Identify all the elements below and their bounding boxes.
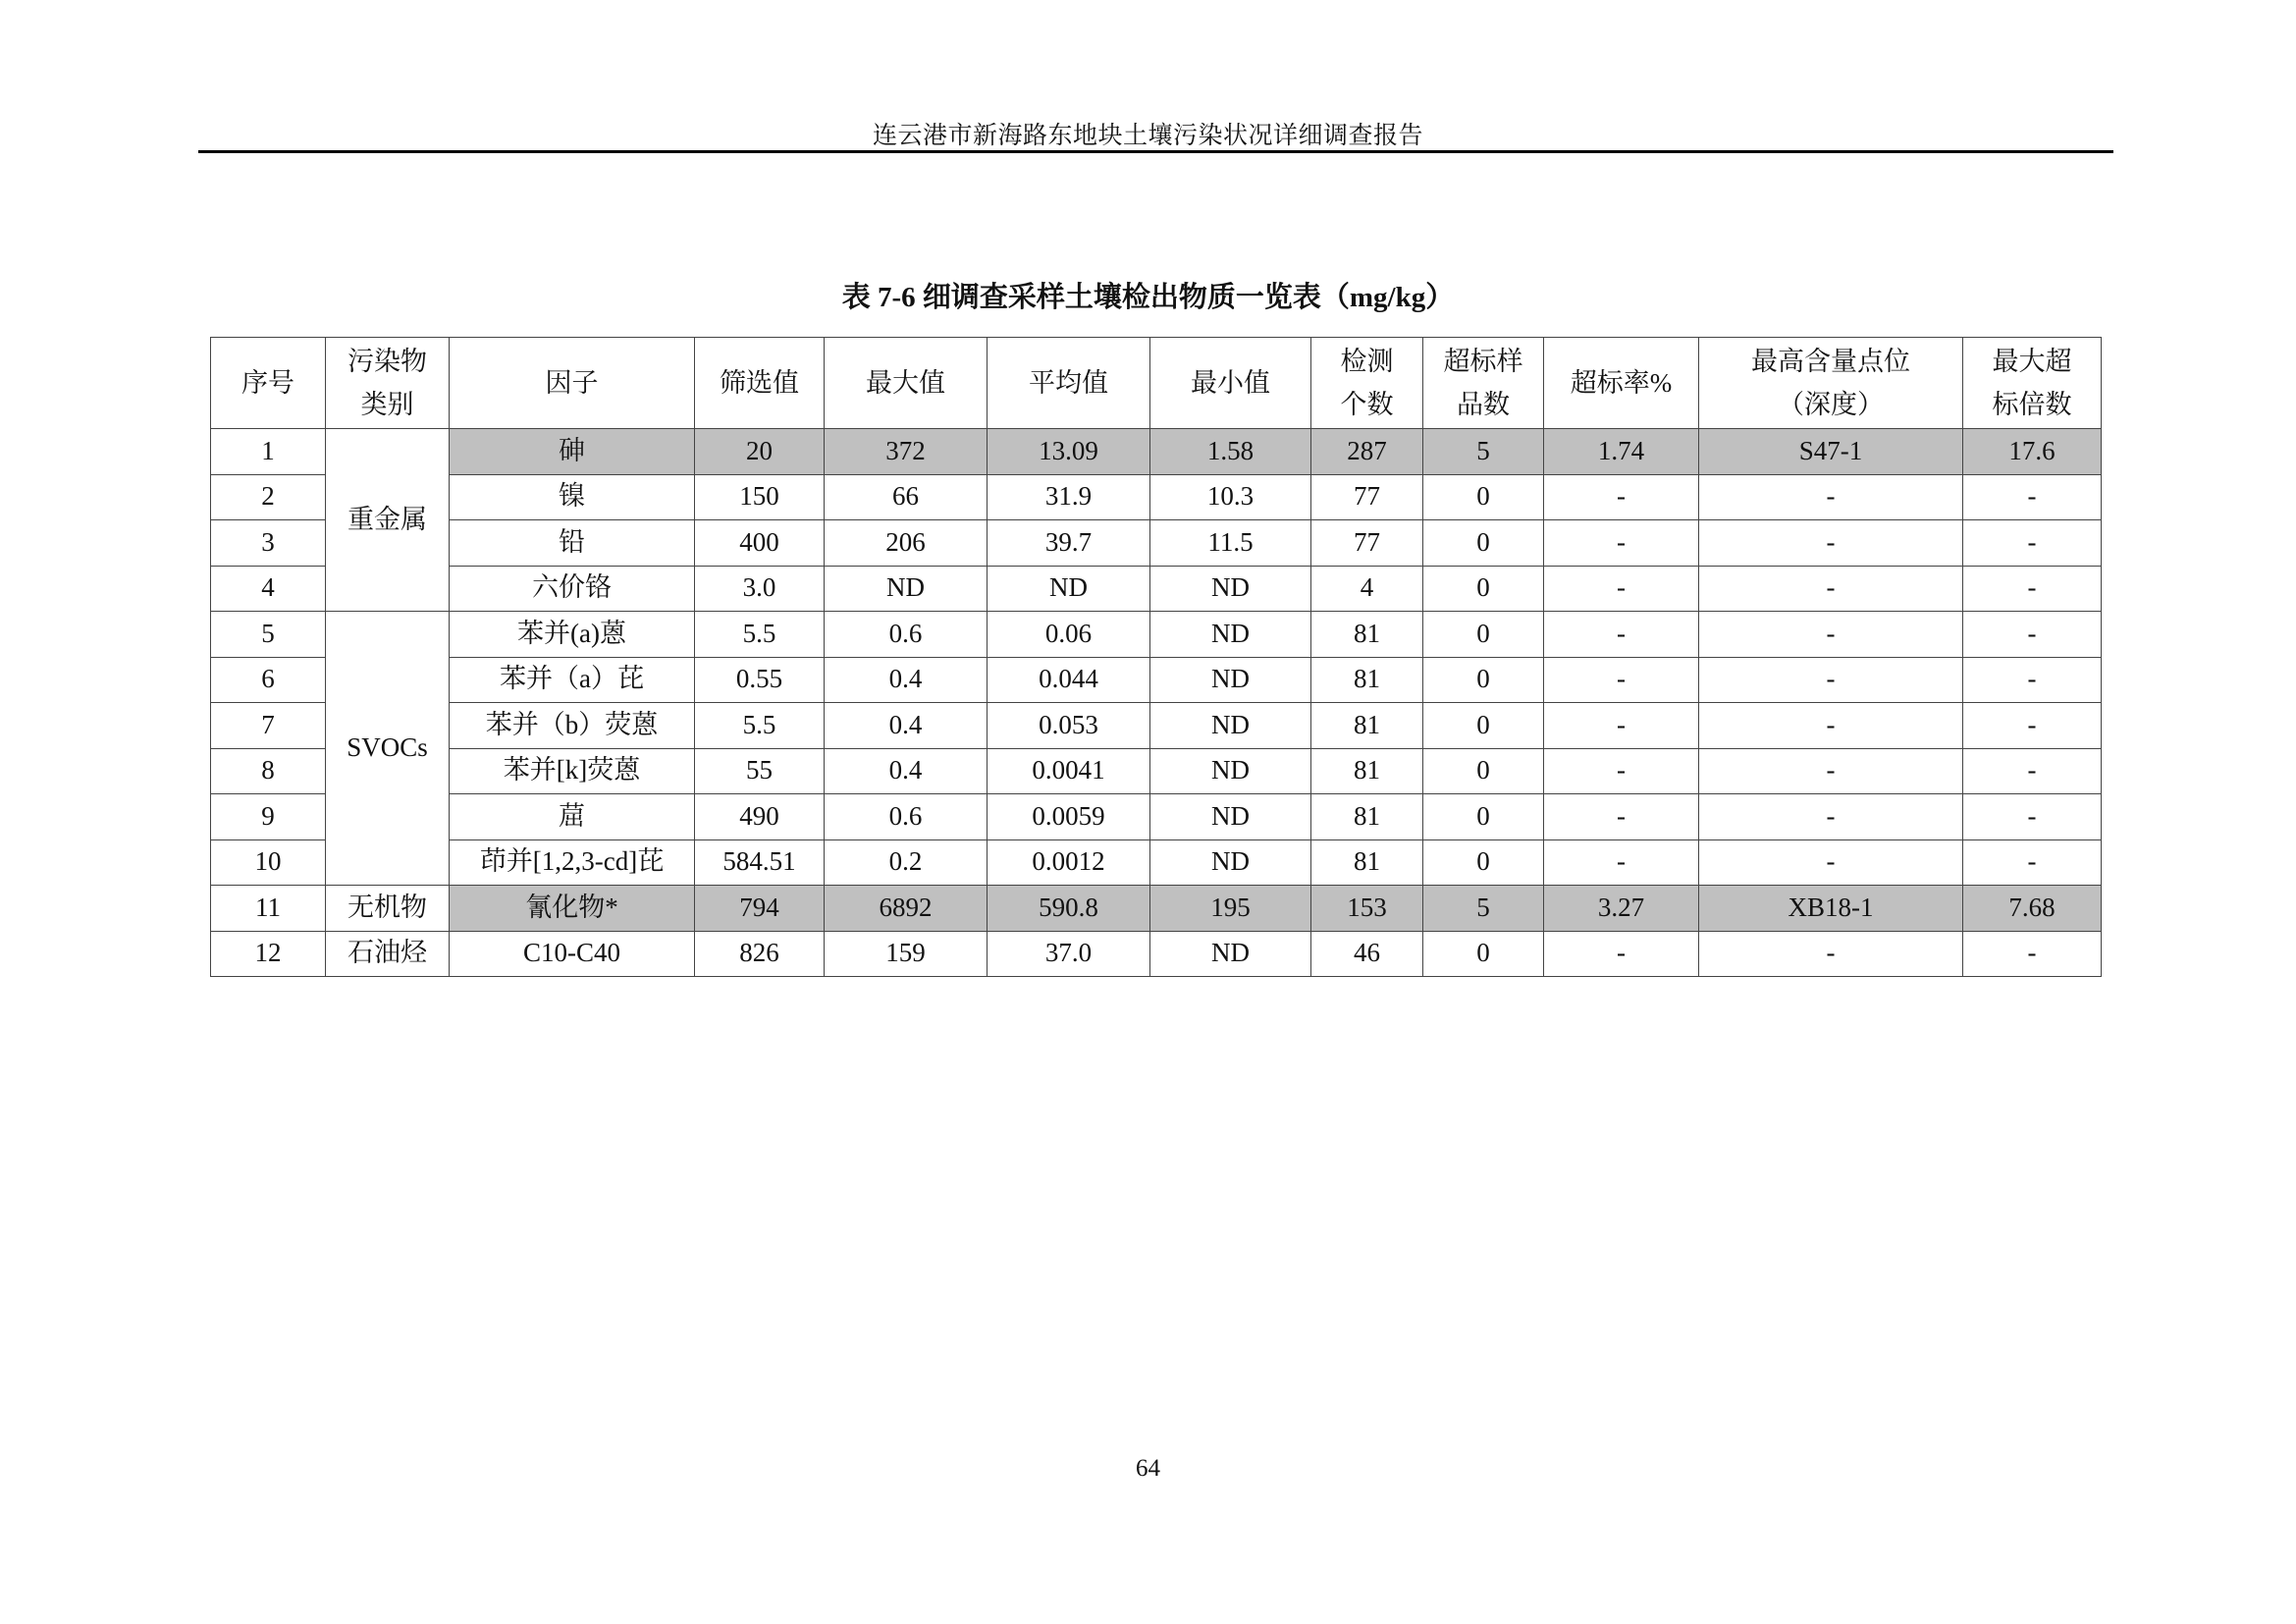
cell-screening: 584.51	[695, 839, 825, 886]
cell-min: ND	[1150, 657, 1311, 703]
cell-screening: 5.5	[695, 612, 825, 658]
cell-count: 287	[1311, 429, 1423, 475]
cell-max-multiple: -	[1963, 748, 2102, 794]
cell-max: 372	[825, 429, 988, 475]
cell-exceed-rate: -	[1544, 612, 1699, 658]
cell-count: 81	[1311, 748, 1423, 794]
cell-min: ND	[1150, 703, 1311, 749]
cell-index: 9	[211, 794, 326, 840]
cell-screening: 794	[695, 886, 825, 932]
cell-max-point: -	[1699, 474, 1963, 520]
table-header-row	[211, 338, 2102, 429]
cell-mean: 0.053	[988, 703, 1150, 749]
cell-screening: 400	[695, 520, 825, 567]
cell-exceed-rate: -	[1544, 703, 1699, 749]
cell-mean: 37.0	[988, 931, 1150, 977]
cell-exceed-rate: -	[1544, 474, 1699, 520]
cell-factor: 苯并[k]荧蒽	[450, 748, 695, 794]
cell-mean: 0.0041	[988, 748, 1150, 794]
cell-exceed-count: 0	[1423, 474, 1544, 520]
page-number: 64	[1136, 1455, 1160, 1482]
cell-max-multiple: -	[1963, 520, 2102, 567]
column-header-factor: 因子	[450, 338, 695, 429]
cell-factor: 苯并（a）芘	[450, 657, 695, 703]
cell-exceed-count: 0	[1423, 931, 1544, 977]
column-header-index: 序号	[211, 338, 326, 429]
column-header-mean: 平均值	[988, 338, 1150, 429]
cell-exceed-count: 5	[1423, 886, 1544, 932]
cell-index: 4	[211, 566, 326, 612]
cell-max: 66	[825, 474, 988, 520]
cell-max: ND	[825, 566, 988, 612]
cell-index: 3	[211, 520, 326, 567]
column-header-max-multiple: 最大超 标倍数	[1963, 338, 2102, 429]
cell-min: ND	[1150, 612, 1311, 658]
cell-max: 159	[825, 931, 988, 977]
cell-max-multiple: -	[1963, 703, 2102, 749]
cell-screening: 5.5	[695, 703, 825, 749]
cell-mean: 590.8	[988, 886, 1150, 932]
cell-factor: 䓛	[450, 794, 695, 840]
cell-max-point: -	[1699, 612, 1963, 658]
cell-count: 81	[1311, 657, 1423, 703]
cell-exceed-rate: 3.27	[1544, 886, 1699, 932]
cell-mean: 31.9	[988, 474, 1150, 520]
cell-max: 0.2	[825, 839, 988, 886]
cell-count: 4	[1311, 566, 1423, 612]
cell-count: 81	[1311, 703, 1423, 749]
cell-index: 2	[211, 474, 326, 520]
cell-min: 195	[1150, 886, 1311, 932]
cell-exceed-count: 0	[1423, 839, 1544, 886]
cell-exceed-rate: -	[1544, 657, 1699, 703]
cell-index: 12	[211, 931, 326, 977]
cell-exceed-count: 0	[1423, 612, 1544, 658]
table-row	[211, 931, 2102, 977]
cell-max-multiple: -	[1963, 839, 2102, 886]
table-row	[211, 520, 2102, 567]
table-row	[211, 839, 2102, 886]
cell-exceed-rate: -	[1544, 520, 1699, 567]
cell-max: 0.4	[825, 748, 988, 794]
column-header-count: 检测 个数	[1311, 338, 1423, 429]
cell-factor: 苯并（b）荧蒽	[450, 703, 695, 749]
column-header-exceed-count: 超标样 品数	[1423, 338, 1544, 429]
cell-screening: 55	[695, 748, 825, 794]
cell-count: 81	[1311, 612, 1423, 658]
cell-max: 0.6	[825, 612, 988, 658]
table-row	[211, 886, 2102, 932]
cell-count: 81	[1311, 794, 1423, 840]
cell-factor: C10-C40	[450, 931, 695, 977]
cell-screening: 490	[695, 794, 825, 840]
cell-max-point: -	[1699, 566, 1963, 612]
cell-index: 10	[211, 839, 326, 886]
cell-max-point: -	[1699, 794, 1963, 840]
cell-exceed-count: 0	[1423, 794, 1544, 840]
cell-max-point: -	[1699, 931, 1963, 977]
cell-mean: 0.0059	[988, 794, 1150, 840]
cell-factor: 茚并[1,2,3-cd]芘	[450, 839, 695, 886]
cell-max-point: -	[1699, 657, 1963, 703]
table-row	[211, 474, 2102, 520]
cell-exceed-count: 5	[1423, 429, 1544, 475]
cell-max: 6892	[825, 886, 988, 932]
cell-exceed-rate: -	[1544, 839, 1699, 886]
cell-min: ND	[1150, 931, 1311, 977]
header-title: 连云港市新海路东地块土壤污染状况详细调查报告	[872, 123, 1423, 149]
column-header-min: 最小值	[1150, 338, 1311, 429]
cell-max-point: -	[1699, 748, 1963, 794]
cell-mean: 0.06	[988, 612, 1150, 658]
cell-min: ND	[1150, 566, 1311, 612]
cell-max: 0.4	[825, 657, 988, 703]
cell-screening: 3.0	[695, 566, 825, 612]
cell-max-point: S47-1	[1699, 429, 1963, 475]
cell-category: 无机物	[326, 886, 450, 932]
cell-exceed-rate: -	[1544, 566, 1699, 612]
cell-index: 7	[211, 703, 326, 749]
cell-exceed-rate: -	[1544, 931, 1699, 977]
cell-mean: 0.0012	[988, 839, 1150, 886]
cell-max: 0.4	[825, 703, 988, 749]
cell-factor: 六价铬	[450, 566, 695, 612]
cell-min: 10.3	[1150, 474, 1311, 520]
cell-count: 46	[1311, 931, 1423, 977]
cell-max-multiple: 17.6	[1963, 429, 2102, 475]
cell-exceed-count: 0	[1423, 566, 1544, 612]
cell-index: 11	[211, 886, 326, 932]
cell-mean: ND	[988, 566, 1150, 612]
cell-category: 石油烃	[326, 931, 450, 977]
cell-exceed-count: 0	[1423, 748, 1544, 794]
cell-max-point: -	[1699, 520, 1963, 567]
cell-screening: 150	[695, 474, 825, 520]
table-row	[211, 794, 2102, 840]
cell-mean: 39.7	[988, 520, 1150, 567]
cell-factor: 氰化物*	[450, 886, 695, 932]
cell-screening: 826	[695, 931, 825, 977]
cell-category-svocs: SVOCs	[326, 612, 450, 886]
cell-screening: 0.55	[695, 657, 825, 703]
cell-count: 81	[1311, 839, 1423, 886]
detected-substances-table	[210, 337, 2102, 977]
cell-max-multiple: -	[1963, 794, 2102, 840]
table-row	[211, 748, 2102, 794]
cell-max-point: -	[1699, 839, 1963, 886]
table-row	[211, 429, 2102, 475]
cell-factor: 苯并(a)蒽	[450, 612, 695, 658]
cell-factor: 铅	[450, 520, 695, 567]
column-header-category: 污染物 类别	[326, 338, 450, 429]
cell-count: 153	[1311, 886, 1423, 932]
table-caption: 表 7-6 细调查采样土壤检出物质一览表（mg/kg）	[841, 282, 1455, 313]
cell-max-point: -	[1699, 703, 1963, 749]
table-row	[211, 703, 2102, 749]
cell-max-multiple: -	[1963, 657, 2102, 703]
table-row	[211, 612, 2102, 658]
cell-factor: 砷	[450, 429, 695, 475]
cell-factor: 镍	[450, 474, 695, 520]
cell-screening: 20	[695, 429, 825, 475]
cell-max-point: XB18-1	[1699, 886, 1963, 932]
column-header-max: 最大值	[825, 338, 988, 429]
cell-exceed-count: 0	[1423, 657, 1544, 703]
cell-exceed-rate: 1.74	[1544, 429, 1699, 475]
cell-exceed-count: 0	[1423, 520, 1544, 567]
cell-min: 1.58	[1150, 429, 1311, 475]
cell-index: 5	[211, 612, 326, 658]
cell-max-multiple: -	[1963, 566, 2102, 612]
cell-min: 11.5	[1150, 520, 1311, 567]
cell-min: ND	[1150, 839, 1311, 886]
table-row	[211, 566, 2102, 612]
cell-exceed-rate: -	[1544, 748, 1699, 794]
column-header-exceed-rate: 超标率%	[1544, 338, 1699, 429]
cell-max-multiple: -	[1963, 931, 2102, 977]
cell-max-multiple: -	[1963, 612, 2102, 658]
table-row	[211, 657, 2102, 703]
cell-index: 1	[211, 429, 326, 475]
cell-max-multiple: -	[1963, 474, 2102, 520]
cell-mean: 13.09	[988, 429, 1150, 475]
cell-index: 6	[211, 657, 326, 703]
column-header-screening: 筛选值	[695, 338, 825, 429]
cell-max: 206	[825, 520, 988, 567]
cell-min: ND	[1150, 748, 1311, 794]
cell-mean: 0.044	[988, 657, 1150, 703]
cell-max-multiple: 7.68	[1963, 886, 2102, 932]
cell-exceed-rate: -	[1544, 794, 1699, 840]
cell-category-heavy-metal: 重金属	[326, 429, 450, 612]
cell-count: 77	[1311, 520, 1423, 567]
cell-max: 0.6	[825, 794, 988, 840]
cell-count: 77	[1311, 474, 1423, 520]
cell-exceed-count: 0	[1423, 703, 1544, 749]
column-header-max-point: 最高含量点位 （深度）	[1699, 338, 1963, 429]
header-rule	[198, 150, 2113, 153]
cell-min: ND	[1150, 794, 1311, 840]
cell-index: 8	[211, 748, 326, 794]
